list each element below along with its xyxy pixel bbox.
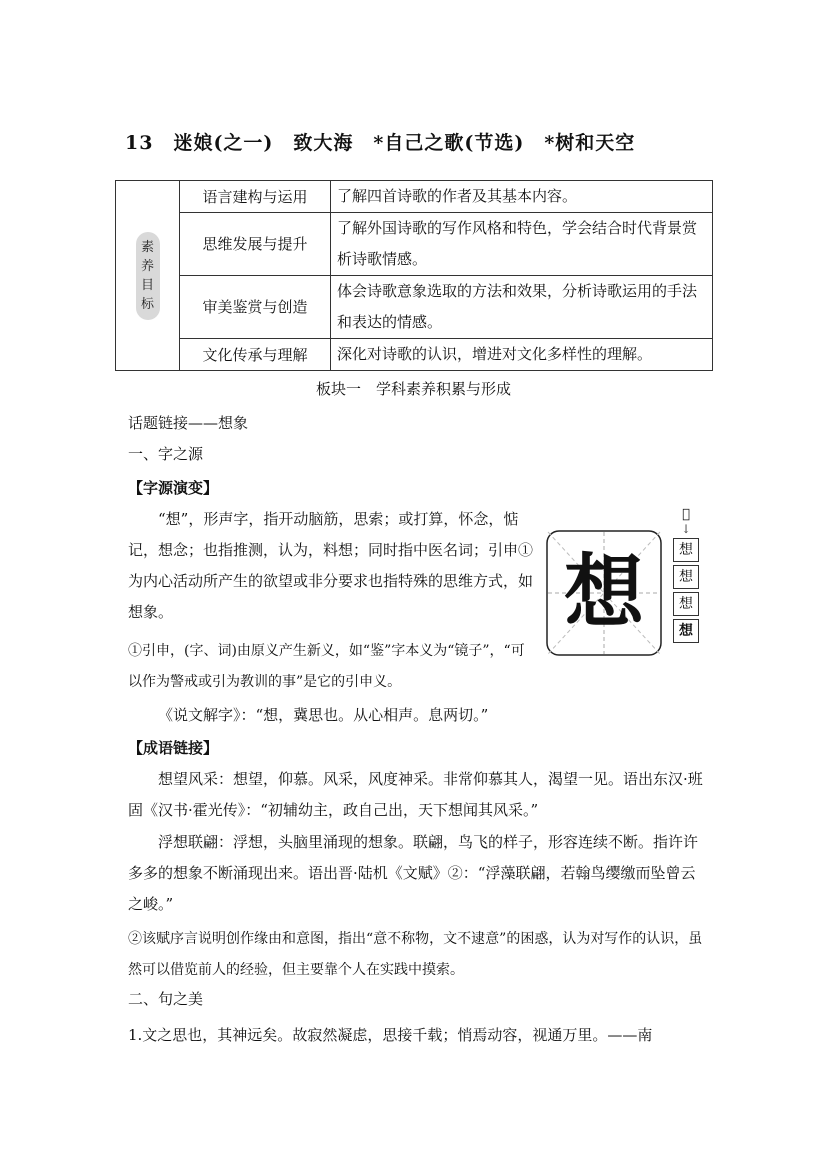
table-row xyxy=(116,181,713,213)
character-variants xyxy=(671,508,701,646)
table-row xyxy=(116,213,713,276)
arrow-down-icon: ↓ xyxy=(680,522,692,536)
block-heading: 板块一 学科素养积累与形成 xyxy=(315,380,511,398)
table-row xyxy=(116,276,713,339)
ancient-variant: 𢞿 xyxy=(682,507,690,522)
footnote: ①引申，(字、词)由原义产生新义，如“鉴”字本义为“镜子”，“可以作为警戒或引为教训的事”是它的引申义。 xyxy=(128,643,525,690)
featured-character: 想 xyxy=(564,545,644,639)
goal-desc: 深化对诗歌的认识，增进对文化多样性的理解。 xyxy=(331,339,713,371)
goal-desc: 体会诗歌意象选取的方法和效果，分析诗歌运用的手法和表达的情感。 xyxy=(331,276,713,339)
goal-aspect: 思维发展与提升 xyxy=(180,213,331,276)
character-grid-figure xyxy=(546,530,662,656)
goal-desc: 了解外国诗歌的写作风格和特色，学会结合时代背景赏析诗歌情感。 xyxy=(331,213,713,276)
variant-box: 想 xyxy=(673,592,699,616)
goal-aspect: 文化传承与理解 xyxy=(180,339,331,371)
goals-table xyxy=(115,180,713,371)
sentence: 1.文之思也，其神远矣。故寂然凝虑，思接千载；悄焉动容，视通万里。——南 xyxy=(128,1026,653,1044)
footnote: ②该赋序言说明创作缘由和意图，指出“意不称物，文不逮意”的困惑，认为对写作的认识，虽然可以借览前人的经验，但主要靠个人在实践中摸索。 xyxy=(128,931,703,978)
section-heading: 二、句之美 xyxy=(128,990,204,1008)
goal-desc: 了解四首诗歌的作者及其基本内容。 xyxy=(331,181,713,213)
variant-box: 想 xyxy=(673,619,699,643)
page-title: 13 迷娘(之一) 致大海 *自己之歌(节选) *树和天空 xyxy=(125,132,636,154)
table-row xyxy=(116,339,713,371)
evolution-paragraph: “想”，形声字，指开动脑筋，思索；或打算，怀念，惦记，想念；也指推测，认为，料想；同时指中医名词；引申①为内心活动所产生的欲望或非分要求也指特殊的思维方式，如想象。 xyxy=(128,510,534,621)
goals-badge-cell xyxy=(116,181,180,371)
topic-link: 话题链接——想象 xyxy=(128,414,249,432)
goals-badge: 素 养 目 标 xyxy=(136,232,160,320)
evolution-heading: 【字源演变】 xyxy=(128,479,219,497)
shuowen-quote: 《说文解字》：“想，冀思也。从心相声。息两切。” xyxy=(158,706,489,724)
variant-box: 想 xyxy=(673,565,699,589)
idiom-paragraph: 想望风采：想望，仰慕。风采，风度神采。非常仰慕其人，渴望一见。语出东汉·班固《汉书·霍光传》：“初辅幼主，政自己出，天下想闻其风采。” xyxy=(128,770,703,819)
goal-aspect: 语言建构与运用 xyxy=(180,181,331,213)
idiom-heading: 【成语链接】 xyxy=(128,739,219,757)
goal-aspect: 审美鉴赏与创造 xyxy=(180,276,331,339)
idiom-paragraph: 浮想联翩：浮想，头脑里涌现的想象。联翩，鸟飞的样子，形容连续不断。指许许多多的想象不断涌现出来。语出晋·陆机《文赋》②：“浮藻联翩，若翰鸟缨缴而坠曾云之峻。” xyxy=(128,833,699,913)
section-heading: 一、字之源 xyxy=(128,445,204,463)
variant-box: 想 xyxy=(673,538,699,562)
